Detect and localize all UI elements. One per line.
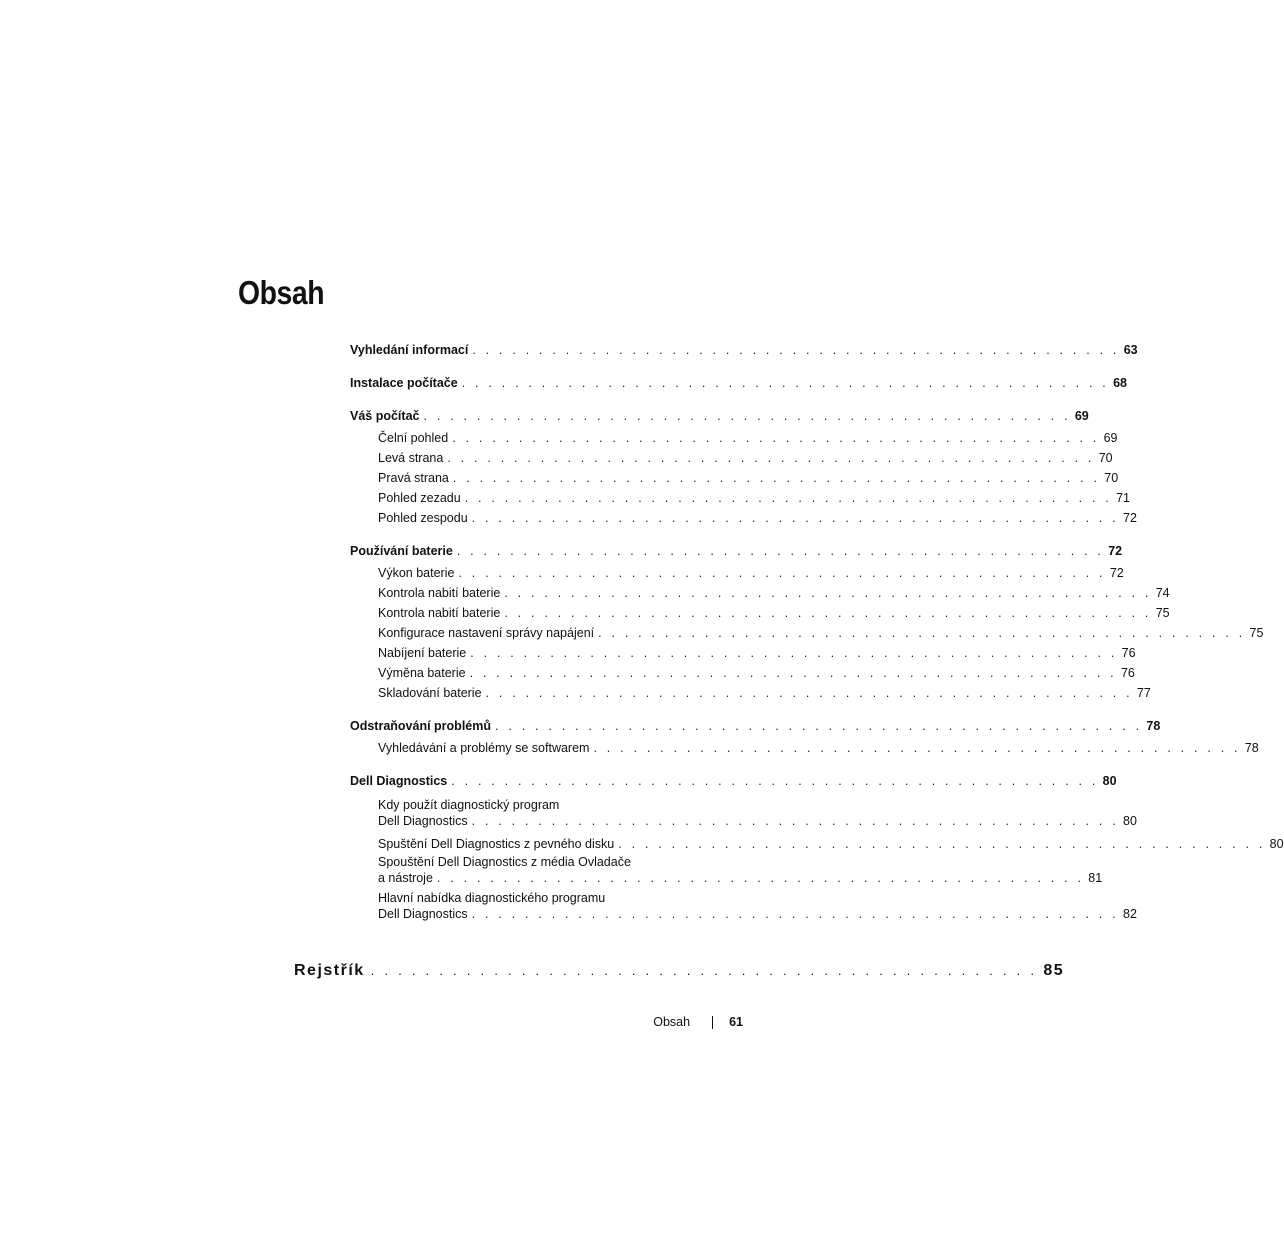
toc-entry-page: 78 <box>1146 719 1161 733</box>
toc-entry-page: 69 <box>1103 431 1118 445</box>
toc-subentry-pohled-zezadu[interactable] <box>378 488 1130 508</box>
toc-entry-page: 72 <box>1123 511 1137 525</box>
toc-entry-label: Rejstřík <box>294 962 365 979</box>
toc-subentry-label-line1[interactable]: Hlavní nabídka diagnostického programu <box>378 891 606 905</box>
toc-entry-page: 80 <box>1102 774 1117 788</box>
toc-entry-page: 72 <box>1109 566 1124 580</box>
toc-leader-dots: . . . . . . . . . . . . . . . . . . . . . . . . . . . . . . . . . . . . . . . . . . . . . . . . . <box>423 409 1071 423</box>
toc-leader-dots: . . . . . . . . . . . . . . . . . . . . . . . . . . . . . . . . . . . . . . . . . . . . . . . . . <box>452 471 1101 485</box>
toc-entry-label: Odstraňování problémů <box>350 719 491 733</box>
toc-leader-dots: . . . . . . . . . . . . . . . . . . . . . . . . . . . . . . . . . . . . . . . . . . . . . . . . . <box>471 814 1119 828</box>
toc-subentry-label-line1[interactable]: Kdy použít diagnostický program <box>378 798 560 812</box>
toc-subentry-kdy-pouzit[interactable] <box>378 813 1137 829</box>
toc-entry-label: Výměna baterie <box>378 666 466 680</box>
page-title: Obsah <box>238 274 325 312</box>
toc-subentry-prava-strana[interactable] <box>378 468 1119 488</box>
toc-subentry-celni-pohled[interactable] <box>378 428 1118 448</box>
toc-entry-page: 80 <box>1269 837 1284 851</box>
toc-entry-page: 63 <box>1123 343 1138 357</box>
toc-entry-vas-pocitac[interactable] <box>350 406 1089 426</box>
toc-subentry-leva-strana[interactable] <box>378 448 1113 468</box>
toc-leader-dots: . . . . . . . . . . . . . . . . . . . . . . . . . . . . . . . . . . . . . . . . . . . . . . . . . <box>436 871 1085 885</box>
toc-entry-label: Výkon baterie <box>378 566 455 580</box>
toc-subentry-label-line1[interactable]: Spouštění Dell Diagnostics z média Ovladače <box>378 855 631 869</box>
toc-leader-dots: . . . . . . . . . . . . . . . . . . . . . . . . . . . . . . . . . . . . . . . . . . . . . . . . . <box>472 343 1120 357</box>
toc-entry-label: Skladování baterie <box>378 686 482 700</box>
toc-entry-instalace-pocitace[interactable] <box>350 373 1127 393</box>
toc-leader-dots: . . . . . . . . . . . . . . . . . . . . . . . . . . . . . . . . . . . . . . . . . . . . . . . . . <box>464 491 1112 505</box>
toc-entry-label: Kontrola nabití baterie <box>378 586 501 600</box>
toc-entry-page: 70 <box>1098 451 1113 465</box>
toc-entry-page: 75 <box>1155 606 1170 620</box>
toc-subentry-kontrola-nabiti-2[interactable] <box>378 603 1170 623</box>
toc-entry-label: Čelní pohled <box>378 431 449 445</box>
toc-leader-dots: . . . . . . . . . . . . . . . . . . . . . . . . . . . . . . . . . . . . . . . . . . . . . . . . . <box>485 686 1133 700</box>
toc-entry-page: 85 <box>1043 962 1065 979</box>
toc-entry-page: 77 <box>1136 686 1151 700</box>
toc-entry-label: a nástroje <box>378 871 433 885</box>
toc-entry-dell-diagnostics[interactable] <box>350 771 1117 791</box>
toc-entry-page: 74 <box>1155 586 1170 600</box>
toc-leader-dots: . . . . . . . . . . . . . . . . . . . . . . . . . . . . . . . . . . . . . . . . . . . . . . . . . <box>471 511 1119 525</box>
toc-entry-label: Vyhledání informací <box>350 343 469 357</box>
toc-leader-dots: . . . . . . . . . . . . . . . . . . . . . . . . . . . . . . . . . . . . . . . . . . . . . . . . . <box>495 719 1143 733</box>
footer-separator <box>712 1016 713 1029</box>
toc-leader-dots: . . . . . . . . . . . . . . . . . . . . . . . . . . . . . . . . . . . . . . . . . . . . . . . . . <box>451 774 1099 788</box>
toc-entry-label: Pravá strana <box>378 471 449 485</box>
toc-subentry-vyhledavani-software[interactable] <box>378 738 1259 758</box>
toc-entry-label: Konfigurace nastavení správy napájení <box>378 626 595 640</box>
footer-section-name: Obsah <box>653 1015 691 1029</box>
toc-subentry-pohled-zespodu[interactable] <box>378 508 1137 528</box>
toc-entry-odstranovani-problemu[interactable] <box>350 716 1161 736</box>
toc-leader-dots: . . . . . . . . . . . . . . . . . . . . . . . . . . . . . . . . . . . . . . . . . . . . . . . . . <box>469 666 1117 680</box>
toc-leader-dots: . . . . . . . . . . . . . . . . . . . . . . . . . . . . . . . . . . . . . . . . . . . . . . . . . <box>370 964 1038 978</box>
toc-entry-page: 72 <box>1108 544 1123 558</box>
toc-entry-page: 75 <box>1249 626 1264 640</box>
toc-leader-dots: . . . . . . . . . . . . . . . . . . . . . . . . . . . . . . . . . . . . . . . . . . . . . . . . . <box>618 837 1266 851</box>
toc-entry-label: Spuštění Dell Diagnostics z pevného disku <box>378 837 615 851</box>
toc-leader-dots: . . . . . . . . . . . . . . . . . . . . . . . . . . . . . . . . . . . . . . . . . . . . . . . . . <box>593 741 1241 755</box>
toc-entry-label: Váš počítač <box>350 409 420 423</box>
toc-entry-label: Pohled zezadu <box>378 491 461 505</box>
toc-entry-label: Levá strana <box>378 451 444 465</box>
toc-subentry-spousteni-media[interactable] <box>378 870 1103 886</box>
page-footer <box>600 1015 743 1029</box>
toc-entry-label: Dell Diagnostics <box>378 907 468 921</box>
toc-leader-dots: . . . . . . . . . . . . . . . . . . . . . . . . . . . . . . . . . . . . . . . . . . . . . . . . . <box>504 606 1152 620</box>
toc-entry-label: Instalace počítače <box>350 376 458 390</box>
toc-entry-page: 78 <box>1244 741 1259 755</box>
toc-subentry-spusteni-pevny-disk[interactable] <box>378 834 1284 854</box>
footer-page-number: 61 <box>729 1015 743 1029</box>
toc-entry-rejstrik[interactable] <box>294 962 1065 980</box>
toc-leader-dots: . . . . . . . . . . . . . . . . . . . . . . . . . . . . . . . . . . . . . . . . . . . . . . . . . <box>452 431 1100 445</box>
toc-entry-page: 80 <box>1123 814 1137 828</box>
toc-entry-page: 81 <box>1088 871 1103 885</box>
toc-subentry-vymena-baterie[interactable] <box>378 663 1135 683</box>
toc-entry-page: 68 <box>1113 376 1127 390</box>
toc-leader-dots: . . . . . . . . . . . . . . . . . . . . . . . . . . . . . . . . . . . . . . . . . . . . . . . . . <box>470 646 1118 660</box>
toc-entry-label: Kontrola nabití baterie <box>378 606 501 620</box>
toc-entry-page: 70 <box>1104 471 1119 485</box>
table-of-contents <box>350 340 1284 922</box>
toc-subentry-nabijeni-baterie[interactable] <box>378 643 1136 663</box>
toc-entry-page: 71 <box>1116 491 1130 505</box>
toc-entry-pouzivani-baterie[interactable] <box>350 541 1123 561</box>
toc-leader-dots: . . . . . . . . . . . . . . . . . . . . . . . . . . . . . . . . . . . . . . . . . . . . . . . . . <box>461 376 1109 390</box>
toc-entry-label: Používání baterie <box>350 544 453 558</box>
toc-entry-label: Vyhledávání a problémy se softwarem <box>378 741 590 755</box>
toc-leader-dots: . . . . . . . . . . . . . . . . . . . . . . . . . . . . . . . . . . . . . . . . . . . . . . . . . <box>471 907 1119 921</box>
toc-leader-dots: . . . . . . . . . . . . . . . . . . . . . . . . . . . . . . . . . . . . . . . . . . . . . . . . . <box>598 626 1246 640</box>
toc-entry-label: Dell Diagnostics <box>350 774 448 788</box>
toc-entry-page: 76 <box>1120 666 1135 680</box>
toc-subentry-konfigurace-napajeni[interactable] <box>378 623 1264 643</box>
toc-entry-label: Dell Diagnostics <box>378 814 468 828</box>
toc-entry-page: 76 <box>1121 646 1136 660</box>
toc-subentry-hlavni-nabidka[interactable] <box>378 906 1137 922</box>
toc-subentry-skladovani-baterie[interactable] <box>378 683 1151 703</box>
toc-subentry-kontrola-nabiti-1[interactable] <box>378 583 1170 603</box>
toc-leader-dots: . . . . . . . . . . . . . . . . . . . . . . . . . . . . . . . . . . . . . . . . . . . . . . . . . <box>456 544 1105 558</box>
toc-entry-page: 82 <box>1123 907 1137 921</box>
toc-subentry-vykon-baterie[interactable] <box>378 563 1124 583</box>
toc-leader-dots: . . . . . . . . . . . . . . . . . . . . . . . . . . . . . . . . . . . . . . . . . . . . . . . . . <box>504 586 1152 600</box>
toc-entry-label: Nabíjení baterie <box>378 646 467 660</box>
toc-entry-page: 69 <box>1074 409 1089 423</box>
toc-entry-vyhledani-informaci[interactable] <box>350 340 1138 360</box>
toc-entry-label: Pohled zespodu <box>378 511 468 525</box>
toc-leader-dots: . . . . . . . . . . . . . . . . . . . . . . . . . . . . . . . . . . . . . . . . . . . . . . . . . <box>458 566 1106 580</box>
toc-leader-dots: . . . . . . . . . . . . . . . . . . . . . . . . . . . . . . . . . . . . . . . . . . . . . . . . . <box>447 451 1095 465</box>
